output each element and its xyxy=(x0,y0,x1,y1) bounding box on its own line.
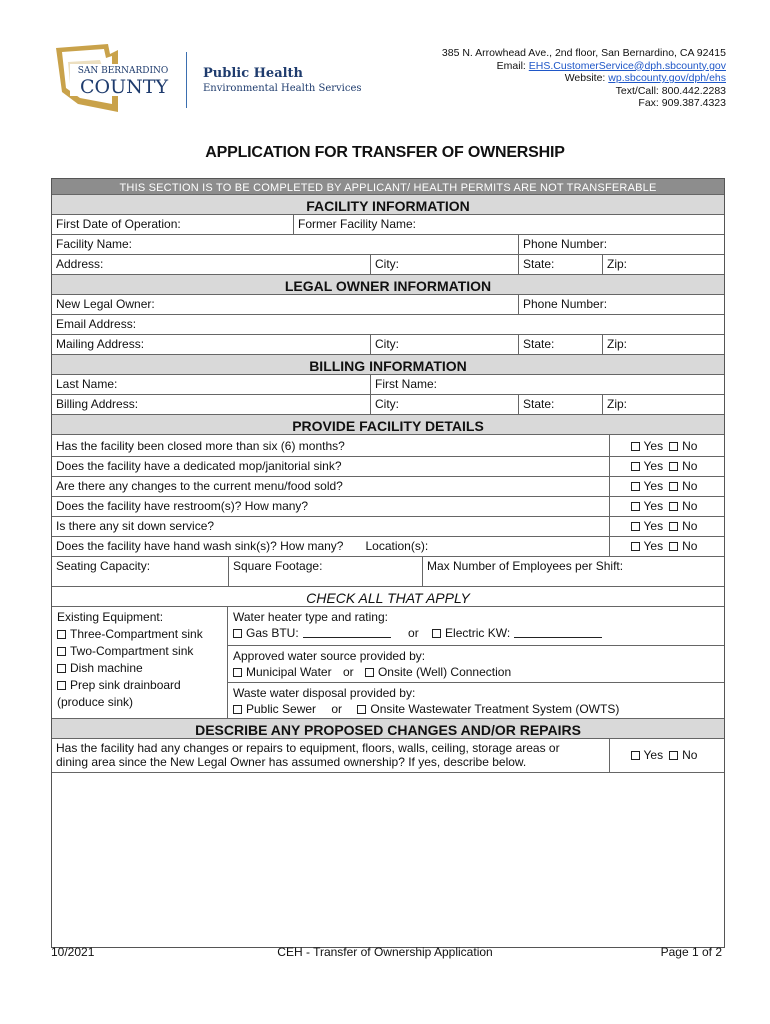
owts-option[interactable]: Onsite Wastewater Treatment System (OWTS) xyxy=(357,702,619,716)
dept-title: Public Health xyxy=(203,66,304,81)
facility-zip-field[interactable]: Zip: xyxy=(602,255,724,274)
question-menu-changes: Are there any changes to the current menu/food sold? xyxy=(56,479,343,493)
checkbox-icon[interactable] xyxy=(631,462,640,471)
website-link[interactable]: wp.sbcounty.gov/dph/ehs xyxy=(608,72,726,85)
changes-question: Has the facility had any changes or repairs to equipment, floors, walls, ceiling, storage areas or dining area since the New Legal Owner has assumed ownership? If yes, describe below. xyxy=(56,741,560,769)
gas-btu-line[interactable] xyxy=(303,628,391,638)
first-name-field[interactable]: First Name: xyxy=(370,375,724,394)
yes-no-restrooms[interactable]: Yes No xyxy=(609,497,724,516)
checkbox-icon[interactable] xyxy=(631,522,640,531)
checkbox-icon[interactable] xyxy=(669,542,678,551)
checkbox-icon[interactable] xyxy=(233,629,242,638)
owner-zip-field[interactable]: Zip: xyxy=(602,335,724,354)
gas-option[interactable]: Gas BTU: xyxy=(233,626,299,640)
three-compartment-option[interactable]: Three-Compartment sink xyxy=(57,626,222,643)
or-label: or xyxy=(331,702,343,716)
footer-title: CEH - Transfer of Ownership Application xyxy=(277,945,493,959)
onsite-well-option[interactable]: Onsite (Well) Connection xyxy=(365,665,511,679)
seating-capacity-field[interactable]: Seating Capacity: xyxy=(56,559,151,573)
yes-no-changes[interactable]: Yes No xyxy=(609,739,724,772)
question-mop-sink: Does the facility have a dedicated mop/janitorial sink? xyxy=(56,459,342,473)
yes-no-closed[interactable]: Yes No xyxy=(609,435,724,456)
new-owner-field[interactable]: New Legal Owner: xyxy=(56,297,155,311)
checkbox-icon[interactable] xyxy=(357,705,366,714)
dish-machine-option[interactable]: Dish machine xyxy=(57,660,222,677)
facility-city-field[interactable]: City: xyxy=(370,255,518,274)
prep-sink-option[interactable]: Prep sink drainboard xyxy=(57,677,222,694)
checkbox-icon[interactable] xyxy=(669,522,678,531)
waste-water-label: Waste water disposal provided by: xyxy=(233,686,416,700)
checkbox-icon[interactable] xyxy=(631,502,640,511)
last-name-field[interactable]: Last Name: xyxy=(56,377,118,391)
county-logo xyxy=(48,42,178,114)
billing-zip-field[interactable]: Zip: xyxy=(602,395,724,414)
checkbox-icon[interactable] xyxy=(669,442,678,451)
check-section-heading: CHECK ALL THAT APPLY xyxy=(52,587,724,606)
or-label: or xyxy=(342,665,354,679)
checkbox-icon[interactable] xyxy=(669,502,678,511)
checkbox-icon[interactable] xyxy=(365,668,374,677)
website-label: Website: xyxy=(564,72,606,85)
checkbox-icon[interactable] xyxy=(233,668,242,677)
checkbox-icon[interactable] xyxy=(57,647,66,656)
checkbox-icon[interactable] xyxy=(57,664,66,673)
former-name-field[interactable]: Former Facility Name: xyxy=(293,215,724,234)
checkbox-icon[interactable] xyxy=(57,681,66,690)
facility-state-field[interactable]: State: xyxy=(518,255,602,274)
page-number: Page 1 of 2 xyxy=(660,945,722,959)
revision-date: 10/2021 xyxy=(51,945,95,959)
owner-email-field[interactable]: Email Address: xyxy=(56,317,137,331)
contact-block xyxy=(442,47,726,110)
question-restrooms: Does the facility have restroom(s)? How many? xyxy=(56,499,309,513)
question-hand-wash: Does the facility have hand wash sink(s)? How many? Location(s): xyxy=(56,539,429,553)
yes-no-hand-wash[interactable]: Yes No xyxy=(609,537,724,556)
email-link[interactable]: EHS.CustomerService@dph.sbcounty.gov xyxy=(528,59,726,72)
owner-section-heading: LEGAL OWNER INFORMATION xyxy=(52,275,724,294)
facility-address-field[interactable]: Address: xyxy=(56,257,104,271)
notice-banner: THIS SECTION IS TO BE COMPLETED BY APPLICANT/ HEALTH PERMITS ARE NOT TRANSFERABLE xyxy=(52,179,724,194)
existing-equipment-list xyxy=(52,607,228,718)
yes-no-sit-down[interactable]: Yes No xyxy=(609,517,724,536)
yes-no-mop-sink[interactable]: Yes No xyxy=(609,457,724,476)
textcall-line: Text/Call: 800.442.2283 xyxy=(615,84,726,97)
question-closed: Has the facility been closed more than six (6) months? xyxy=(56,439,345,453)
location-label: Location(s): xyxy=(365,539,429,553)
checkbox-icon[interactable] xyxy=(631,542,640,551)
square-footage-field[interactable]: Square Footage: xyxy=(228,557,422,586)
mailing-address-field[interactable]: Mailing Address: xyxy=(56,337,145,351)
changes-section-heading: DESCRIBE ANY PROPOSED CHANGES AND/OR REPAIRS xyxy=(52,719,724,738)
facility-name-field[interactable]: Facility Name: xyxy=(56,237,133,251)
first-date-field[interactable]: First Date of Operation: xyxy=(56,217,181,231)
facility-section-heading: FACILITY INFORMATION xyxy=(52,195,724,214)
max-employees-field[interactable]: Max Number of Employees per Shift: xyxy=(422,557,724,586)
address-line: 385 N. Arrowhead Ave., 2nd floor, San Bernardino, CA 92415 xyxy=(441,47,726,59)
svg-text:SAN BERNARDINO: SAN BERNARDINO xyxy=(77,66,169,76)
billing-state-field[interactable]: State: xyxy=(518,395,602,414)
existing-equipment-label: Existing Equipment: xyxy=(57,610,164,624)
checkbox-icon[interactable] xyxy=(631,751,640,760)
billing-city-field[interactable]: City: xyxy=(370,395,518,414)
facility-phone-field[interactable]: Phone Number: xyxy=(518,235,724,254)
electric-kw-line[interactable] xyxy=(514,628,602,638)
water-heater-block xyxy=(228,607,724,645)
checkbox-icon[interactable] xyxy=(669,482,678,491)
checkbox-icon[interactable] xyxy=(432,629,441,638)
changes-description-area[interactable] xyxy=(52,773,724,947)
water-source-block xyxy=(228,645,724,682)
page-title: APPLICATION FOR TRANSFER OF OWNERSHIP xyxy=(205,144,565,161)
billing-address-field[interactable]: Billing Address: xyxy=(56,397,139,411)
checkbox-icon[interactable] xyxy=(669,751,678,760)
water-heater-label: Water heater type and rating: xyxy=(233,610,388,624)
owner-phone-field[interactable]: Phone Number: xyxy=(518,295,724,314)
owner-city-field[interactable]: City: xyxy=(370,335,518,354)
municipal-option[interactable]: Municipal Water xyxy=(233,665,332,679)
waste-water-block xyxy=(228,682,724,718)
or-label: or xyxy=(408,626,419,640)
email-label: Email: xyxy=(496,59,526,72)
details-section-heading: PROVIDE FACILITY DETAILS xyxy=(52,415,724,434)
checkbox-icon[interactable] xyxy=(233,705,242,714)
logo-divider xyxy=(186,52,187,108)
two-compartment-option[interactable]: Two-Compartment sink xyxy=(57,643,222,660)
checkbox-icon[interactable] xyxy=(631,482,640,491)
application-form xyxy=(51,178,725,948)
electric-option[interactable]: Electric KW: xyxy=(432,626,510,640)
prep-sink-note: (produce sink) xyxy=(57,695,134,709)
checkbox-icon[interactable] xyxy=(631,442,640,451)
checkbox-icon[interactable] xyxy=(57,630,66,639)
utilities-column xyxy=(228,607,724,718)
billing-section-heading: BILLING INFORMATION xyxy=(52,355,724,374)
public-sewer-option[interactable]: Public Sewer xyxy=(233,702,316,716)
water-source-label: Approved water source provided by: xyxy=(233,649,426,663)
owner-state-field[interactable]: State: xyxy=(518,335,602,354)
question-sit-down: Is there any sit down service? xyxy=(56,519,215,533)
fax-line: Fax: 909.387.4323 xyxy=(638,97,726,110)
svg-text:COUNTY: COUNTY xyxy=(80,76,168,98)
dept-subtitle: Environmental Health Services xyxy=(203,83,362,94)
yes-no-menu-changes[interactable]: Yes No xyxy=(609,477,724,496)
checkbox-icon[interactable] xyxy=(669,462,678,471)
